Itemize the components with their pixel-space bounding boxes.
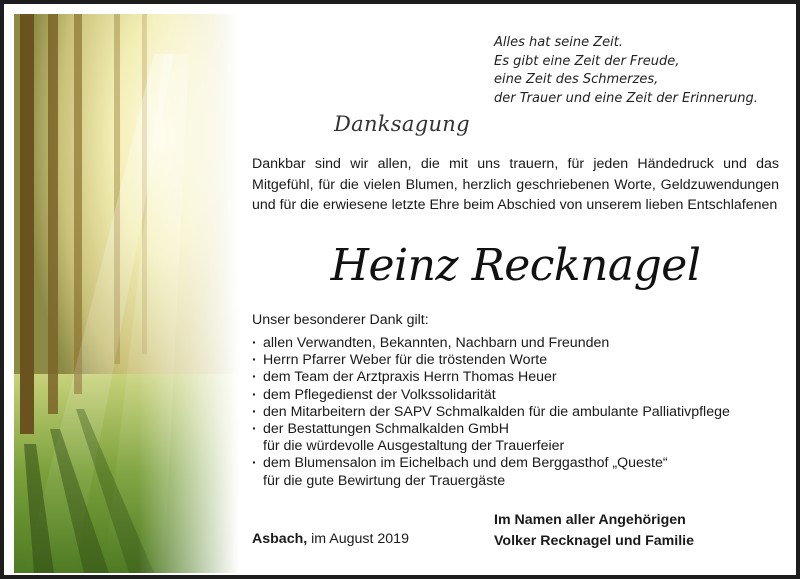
list-item: · allen Verwandten, Bekannten, Nachbarn und Freunden bbox=[252, 335, 730, 352]
signature bbox=[494, 510, 694, 552]
place-date-text: im August 2019 bbox=[311, 531, 409, 547]
forest-sunlight-photo bbox=[14, 14, 239, 573]
heading-danksagung: Danksagung bbox=[334, 112, 470, 136]
list-item: · dem Pflegedienst der Volkssolidarität bbox=[252, 387, 730, 404]
poem bbox=[494, 34, 758, 108]
thanks-list bbox=[252, 335, 730, 490]
place-town: Asbach, bbox=[252, 531, 308, 547]
list-item: · dem Blumensalon im Eichelbach und dem Berggasthof „Queste“ bbox=[252, 455, 730, 472]
place-date bbox=[252, 531, 409, 547]
list-item: · der Bestattungen Schmalkalden GmbH bbox=[252, 421, 730, 438]
signature-line: Im Namen aller Angehörigen bbox=[494, 512, 686, 528]
list-item: · dem Team der Arztpraxis Herrn Thomas Heuer bbox=[252, 369, 730, 386]
signature-line: Volker Recknagel und Familie bbox=[494, 533, 695, 549]
poem-line: Alles hat seine Zeit. bbox=[494, 35, 623, 50]
intro-paragraph: Dankbar sind wir allen, die mit uns trauern, für jeden Händedruck und das Mitgefühl, für die vielen Blumen, herzlich geschriebenen Worte, Geldzuwendungen und für die erwiesene letzte Ehre beim Abschied von unserem lieben Entschlafenen bbox=[252, 156, 779, 213]
poem-line: Es gibt eine Zeit der Freude, bbox=[494, 53, 680, 69]
poem-line: eine Zeit des Schmerzes, bbox=[494, 72, 659, 87]
list-item: · Herrn Pfarrer Weber für die tröstenden Worte bbox=[252, 352, 730, 369]
list-item: · den Mitarbeitern der SAPV Schmalkalden für die ambulante Palliativpflege bbox=[252, 404, 730, 421]
list-item-continuation: für die würdevolle Ausgestaltung der Trauerfeier bbox=[263, 438, 565, 455]
deceased-name: Heinz Recknagel bbox=[330, 240, 701, 291]
list-item-continuation: für die gute Bewirtung der Trauergäste bbox=[263, 472, 506, 489]
poem-line: der Trauer und eine Zeit der Erinnerung. bbox=[494, 90, 758, 106]
thanks-label: Unser besonderer Dank gilt: bbox=[252, 312, 429, 328]
